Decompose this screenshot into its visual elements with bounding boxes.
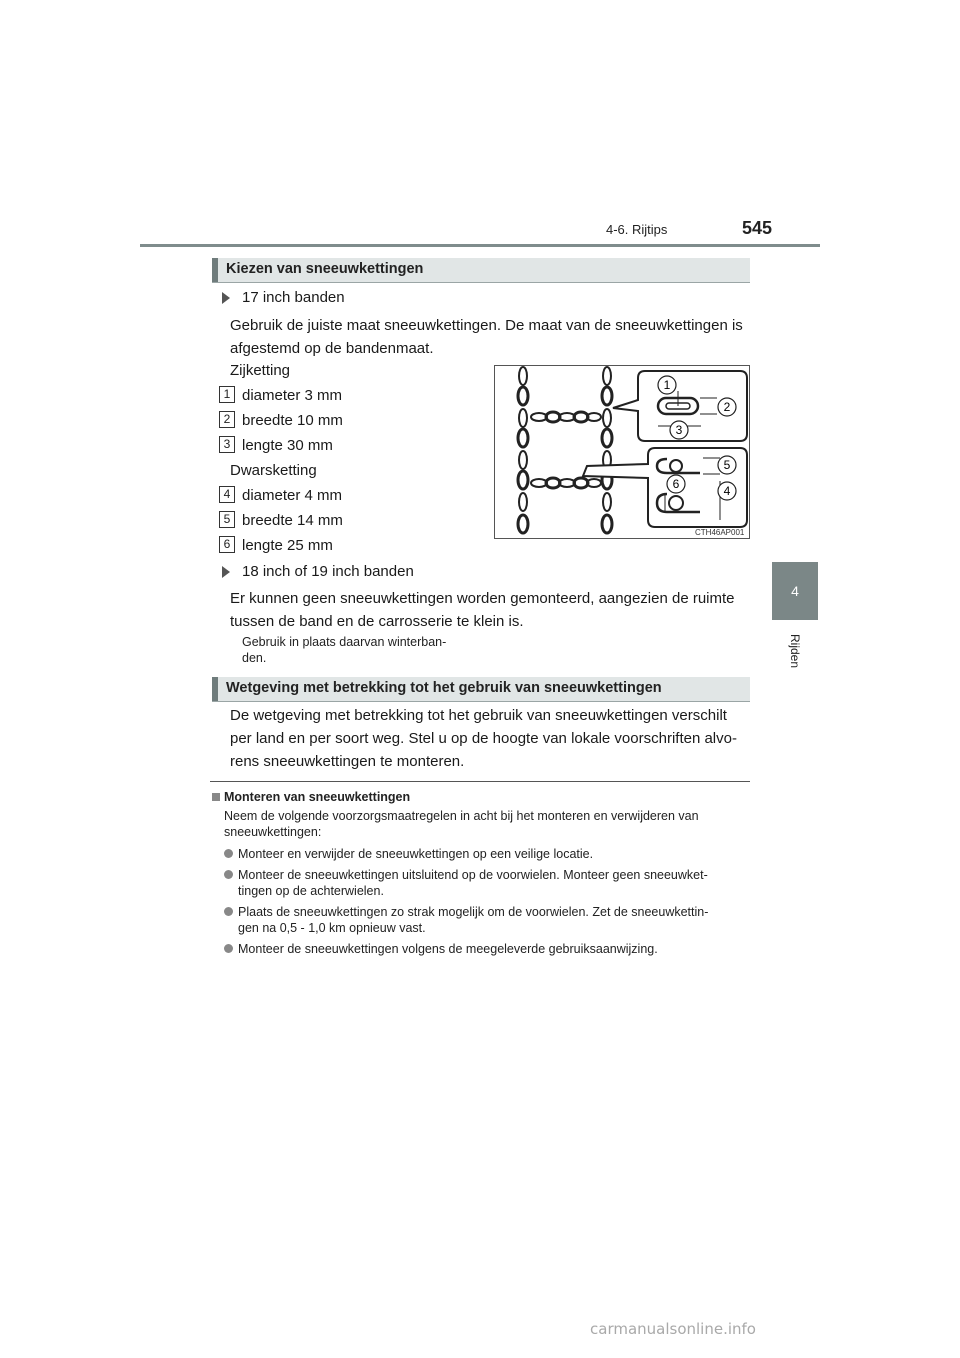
section-title: Wetgeving met betrekking tot het gebruik van sneeuwkettingen bbox=[226, 680, 662, 696]
chapter-label-text: Rijden bbox=[788, 633, 803, 669]
heading-stripe bbox=[212, 258, 218, 282]
notes-divider bbox=[210, 781, 750, 782]
note-line: Monteer de sneeuwkettingen uitsluitend op de voorwielen. Monteer geen sneeuwket- bbox=[238, 868, 708, 882]
watermark: carmanualsonline.info bbox=[590, 1320, 756, 1338]
callout-badge-4: 4 bbox=[219, 486, 235, 503]
callout-badge-2: 2 bbox=[219, 411, 235, 428]
note-bullet bbox=[238, 846, 750, 862]
item1-paragraph bbox=[230, 314, 750, 360]
note-line: tingen op de achterwielen. bbox=[238, 884, 384, 898]
figure-callout-5: 5 bbox=[723, 458, 731, 472]
figure-callout-1: 1 bbox=[663, 378, 671, 392]
note-line: den. bbox=[242, 651, 267, 665]
note-line: Monteer de sneeuwkettingen volgens de meegeleverde gebruiksaanwijzing. bbox=[238, 942, 658, 956]
callout-badge-6: 6 bbox=[219, 536, 235, 553]
square-bullet-icon bbox=[212, 793, 220, 801]
figure-callout-3: 3 bbox=[675, 423, 683, 437]
spec-text: diameter 4 mm bbox=[242, 487, 343, 504]
note-bullet bbox=[238, 867, 750, 899]
section-heading-snow-chains bbox=[212, 258, 750, 283]
figure-callout-4: 4 bbox=[723, 484, 731, 498]
callout-badge-3: 3 bbox=[219, 436, 235, 453]
circle-bullet-icon bbox=[224, 870, 233, 879]
figure-callout-2: 2 bbox=[723, 400, 731, 414]
triangle-bullet-icon bbox=[222, 292, 230, 304]
spec-text: diameter 3 mm bbox=[242, 387, 343, 404]
paragraph-line: rens sneeuwkettingen te monteren. bbox=[230, 753, 465, 770]
item2-paragraph bbox=[230, 587, 750, 633]
note-line: Gebruik in plaats daarvan winterban- bbox=[242, 635, 447, 649]
callout-badge-5: 5 bbox=[219, 511, 235, 528]
note-bullet bbox=[238, 904, 750, 936]
section-heading-legislation bbox=[212, 677, 750, 702]
paragraph-line: tussen de band en de carrosserie te klein is. bbox=[230, 613, 524, 630]
snow-chain-diagram bbox=[495, 366, 749, 538]
chapter-label bbox=[760, 628, 830, 678]
triangle-bullet-icon bbox=[222, 566, 230, 578]
notes-heading: Monteren van sneeuwkettingen bbox=[224, 790, 411, 804]
spec-text: lengte 25 mm bbox=[242, 537, 333, 554]
chapter-number: 4 bbox=[791, 583, 799, 599]
item2-note bbox=[242, 634, 482, 666]
item-heading-17inch: 17 inch banden bbox=[242, 289, 345, 306]
note-bullet bbox=[238, 941, 750, 957]
chapter-tab bbox=[772, 562, 818, 620]
callout-badge-1: 1 bbox=[219, 386, 235, 403]
circle-bullet-icon bbox=[224, 849, 233, 858]
paragraph-line: De wetgeving met betrekking tot het gebruik van sneeuwkettingen verschilt bbox=[230, 707, 727, 724]
figure-code: CTH46AP001 bbox=[695, 528, 745, 537]
paragraph-line: per land en per soort weg. Stel u op de hoogte van lokale voorschriften alvo- bbox=[230, 730, 737, 747]
paragraph-line: afgestemd op de bandenmaat. bbox=[230, 340, 434, 357]
note-line: sneeuwkettingen: bbox=[224, 825, 322, 839]
spec-text: breedte 10 mm bbox=[242, 412, 343, 429]
figure-callout-6: 6 bbox=[672, 477, 680, 491]
notes-intro bbox=[224, 808, 750, 840]
circle-bullet-icon bbox=[224, 907, 233, 916]
section-title: Kiezen van sneeuwkettingen bbox=[226, 261, 424, 277]
circle-bullet-icon bbox=[224, 944, 233, 953]
note-line: Neem de volgende voorzorgsmaatregelen in acht bij het monteren en verwijderen van bbox=[224, 809, 699, 823]
note-line: Monteer en verwijder de sneeuwkettingen op een veilige locatie. bbox=[238, 847, 594, 861]
legislation-paragraph bbox=[230, 704, 750, 773]
snow-chain-illustration bbox=[494, 365, 750, 539]
spec-text: breedte 14 mm bbox=[242, 512, 343, 529]
cross-chain-label: Dwarsketting bbox=[230, 462, 317, 479]
note-line: Plaats de sneeuwkettingen zo strak mogelijk om de voorwielen. Zet de sneeuwkettin- bbox=[238, 905, 709, 919]
page-number: 545 bbox=[742, 218, 773, 238]
header-rule bbox=[140, 244, 820, 247]
item-heading-18-19inch: 18 inch of 19 inch banden bbox=[242, 563, 414, 580]
section-label: 4-6. Rijtips bbox=[606, 222, 668, 237]
side-chain-label: Zijketting bbox=[230, 362, 291, 379]
paragraph-line: Gebruik de juiste maat sneeuwkettingen. De maat van de sneeuwkettingen is bbox=[230, 317, 743, 334]
note-line: gen na 0,5 - 1,0 km opnieuw vast. bbox=[238, 921, 426, 935]
spec-text: lengte 30 mm bbox=[242, 437, 333, 454]
heading-stripe bbox=[212, 677, 218, 701]
paragraph-line: Er kunnen geen sneeuwkettingen worden gemonteerd, aangezien de ruimte bbox=[230, 590, 735, 607]
